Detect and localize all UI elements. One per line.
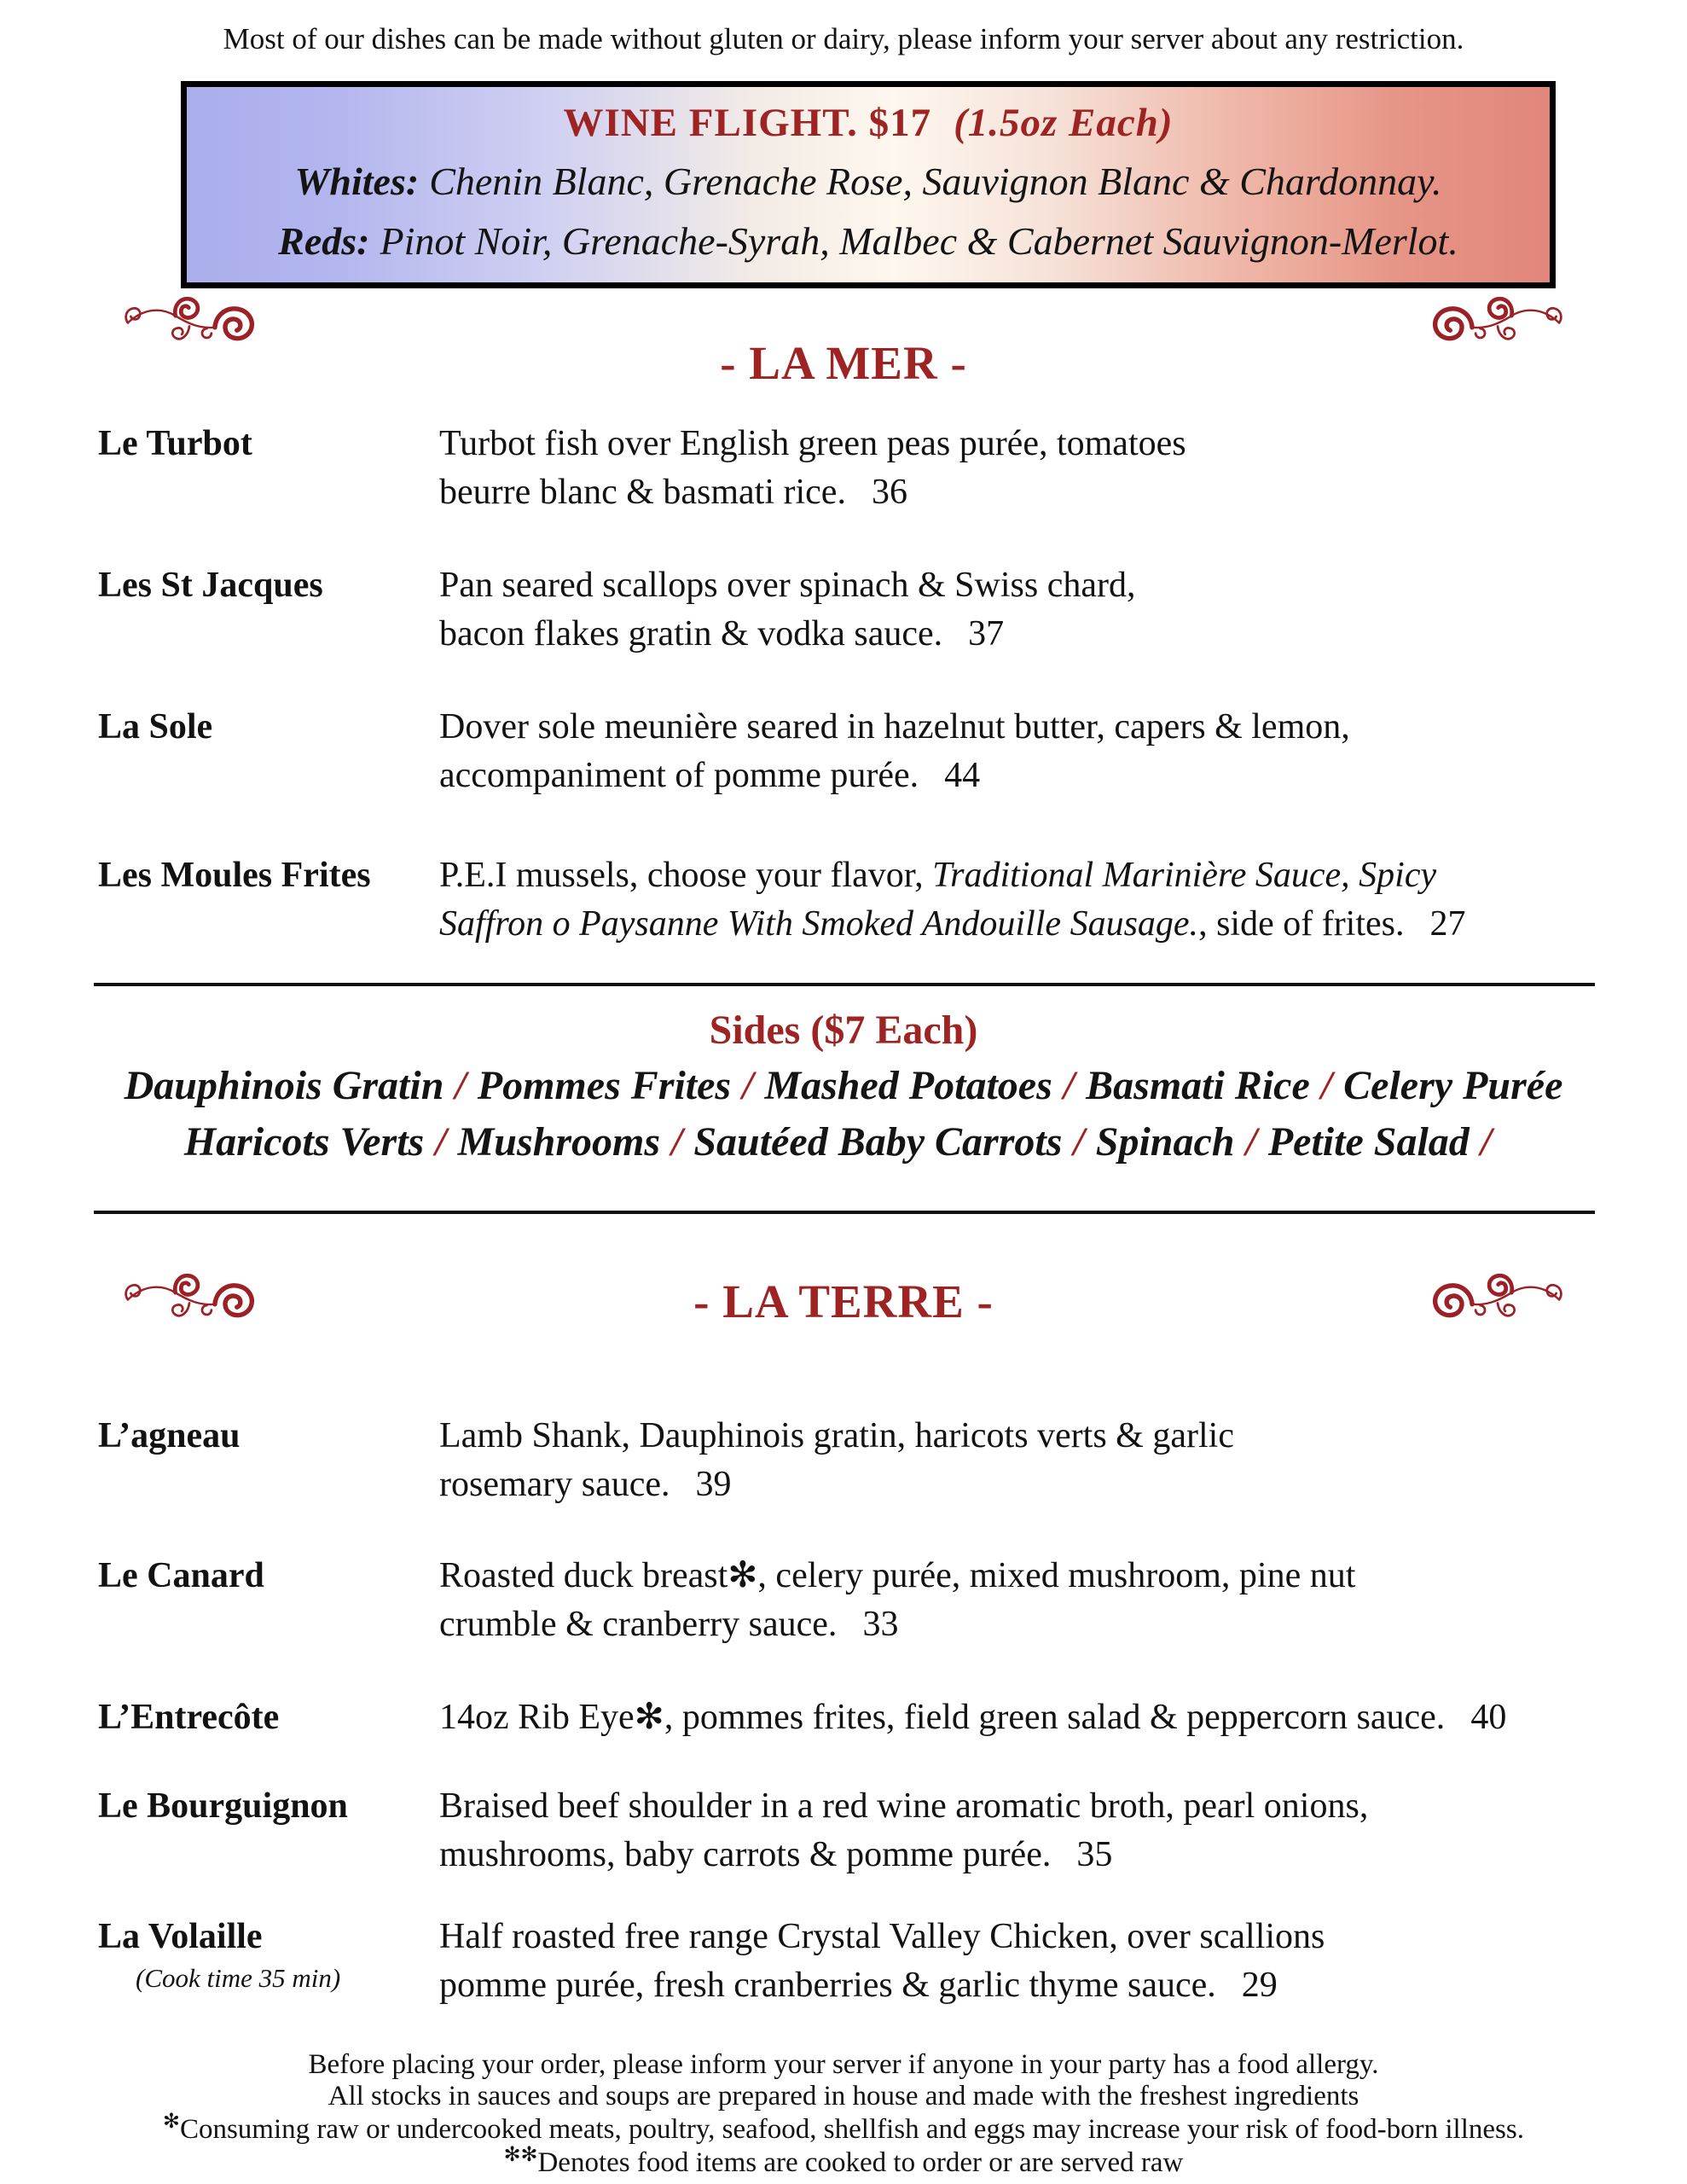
menu-item-le-bourguignon — [98, 1782, 1595, 1879]
side-item: Sautéed Baby Carrots — [693, 1119, 1063, 1165]
menu-item-description: bacon flakes gratin & vodka sauce. — [439, 614, 943, 653]
menu-item-lagneau — [98, 1412, 1595, 1509]
side-item: Spinach — [1095, 1119, 1235, 1165]
menu-item-description: P.E.I mussels, choose your flavor, — [439, 856, 933, 895]
sides-line-2 — [0, 1118, 1687, 1167]
asterisk-icon: ✻✻ — [503, 2144, 538, 2166]
section-divider — [94, 983, 1595, 986]
menu-item-description: rosemary sauce. — [439, 1465, 670, 1504]
wine-flight-whites — [187, 157, 1550, 206]
menu-item-la-volaille — [98, 1913, 1595, 2010]
menu-item-name: La Volaille — [98, 1917, 263, 1956]
menu-item-name: L’agneau — [98, 1416, 241, 1455]
side-item: Mashed Potatoes — [764, 1063, 1052, 1108]
side-separator: / — [1063, 1063, 1075, 1108]
whites-list: Chenin Blanc, Grenache Rose, Sauvignon Blanc & Chardonnay. — [429, 160, 1442, 203]
menu-item-description: Roasted duck breast✻, celery purée, mixed mushroom, pine nut — [439, 1556, 1356, 1595]
whites-label: Whites: — [294, 160, 420, 203]
wine-flight-reds — [187, 217, 1550, 266]
menu-item-name: Le Canard — [98, 1556, 264, 1595]
section-title-la-mer: - LA MER - — [720, 337, 967, 389]
allergy-note: Before placing your order, please inform your server if anyone in your party has a food allergy. — [308, 2049, 1379, 2080]
side-separator: / — [671, 1119, 683, 1165]
stocks-note: All stocks in sauces and soups are prepared in house and made with the freshest ingredients — [328, 2081, 1359, 2111]
section-divider — [94, 1211, 1595, 1214]
menu-item-price: 40 — [1470, 1698, 1507, 1737]
menu-item-price: 39 — [695, 1465, 732, 1504]
menu-item-description: Half roasted free range Crystal Valley Chicken, over scallions — [439, 1917, 1325, 1956]
menu-item-description: 14oz Rib Eye✻, pommes frites, field green salad & peppercorn sauce. — [439, 1698, 1446, 1737]
menu-item-price: 35 — [1076, 1835, 1113, 1874]
menu-item-description: Lamb Shank, Dauphinois gratin, haricots verts & garlic — [439, 1416, 1234, 1455]
side-item: Dauphinois Gratin — [124, 1063, 444, 1108]
wine-flight-title-text: WINE FLIGHT. $17 — [563, 101, 932, 145]
side-item: Basmati Rice — [1086, 1063, 1310, 1108]
wine-flight-title — [187, 99, 1550, 147]
menu-item-price: 27 — [1429, 904, 1466, 944]
side-item: Haricots Verts — [183, 1119, 425, 1165]
sides-section — [0, 1007, 1687, 1167]
menu-item-le-canard — [98, 1552, 1595, 1649]
sauce-option: Saffron o Paysanne With Smoked Andouille Sausage. — [439, 904, 1199, 944]
reds-list: Pinot Noir, Grenache-Syrah, Malbec & Cabernet Sauvignon-Merlot. — [380, 219, 1458, 263]
sides-title: Sides ($7 Each) — [709, 1008, 978, 1053]
side-item: Mushrooms — [457, 1119, 661, 1165]
menu-item-description: Braised beef shoulder in a red wine aromatic broth, pearl onions, — [439, 1786, 1369, 1826]
menu-item-description: pomme purée, fresh cranberries & garlic thyme sauce. — [439, 1966, 1216, 2005]
menu-item-la-sole — [98, 703, 1595, 800]
side-separator: / — [435, 1119, 447, 1165]
sides-line-1 — [0, 1061, 1687, 1111]
menu-item-lentrecote — [98, 1693, 1595, 1742]
menu-item-description: Pan seared scallops over spinach & Swiss chard, — [439, 566, 1136, 605]
menu-item-price: 44 — [944, 756, 981, 795]
side-separator: / — [455, 1063, 467, 1108]
side-separator: / — [1245, 1119, 1257, 1165]
reds-label: Reds: — [278, 219, 370, 263]
menu-item-name: Le Turbot — [98, 424, 252, 463]
cook-time-note: (Cook time 35 min) — [136, 1963, 341, 1993]
section-title-la-terre: - LA TERRE - — [693, 1275, 994, 1327]
wine-flight-banner — [181, 81, 1556, 288]
menu-item-price: 29 — [1241, 1966, 1278, 2005]
menu-item-le-turbot — [98, 420, 1595, 517]
menu-item-price: 33 — [862, 1605, 899, 1644]
side-separator: / — [1073, 1119, 1085, 1165]
menu-item-name: Les St Jacques — [98, 566, 323, 605]
menu-item-les-st-jacques — [98, 561, 1595, 659]
menu-item-name: La Sole — [98, 707, 213, 746]
menu-item-description: mushrooms, baby carrots & pomme purée. — [439, 1835, 1052, 1874]
raw-food-warning: ✻Consuming raw or undercooked meats, poultry, seafood, shellfish and eggs may increase your risk of food-born illness. — [163, 2111, 1524, 2145]
denotes-note: ✻✻Denotes food items are cooked to order or are served raw — [503, 2144, 1184, 2178]
menu-item-description: accompaniment of pomme purée. — [439, 756, 919, 795]
menu-item-description: beurre blanc & basmati rice. — [439, 473, 846, 512]
footer-notes — [0, 2049, 1687, 2179]
menu-item-description: , side of frites. — [1198, 904, 1405, 944]
wine-flight-pour-size: (1.5oz Each) — [954, 101, 1174, 145]
menu-item-price: 36 — [871, 473, 907, 512]
menu-item-price: 37 — [968, 614, 1005, 653]
menu-item-description: Dover sole meunière seared in hazelnut butter, capers & lemon, — [439, 707, 1350, 746]
side-separator: / — [1320, 1063, 1333, 1108]
side-item: Petite Salad — [1267, 1119, 1470, 1165]
side-item: Pommes Frites — [477, 1063, 732, 1108]
menu-item-name: L’Entrecôte — [98, 1698, 280, 1737]
menu-item-name: Le Bourguignon — [98, 1786, 348, 1826]
menu-item-description: crumble & cranberry sauce. — [439, 1605, 838, 1644]
menu-item-description: Turbot fish over English green peas purée, tomatoes — [439, 424, 1186, 463]
sauce-option: Traditional Marinière Sauce, Spicy — [932, 856, 1437, 895]
la-terre-items — [98, 1412, 1595, 2010]
la-mer-items — [98, 420, 1595, 949]
side-separator: / — [1480, 1119, 1493, 1165]
side-item: Celery Purée — [1343, 1063, 1563, 1108]
menu-item-name: Les Moules Frites — [98, 856, 371, 895]
menu-item-les-moules-frites — [98, 851, 1595, 949]
side-separator: / — [742, 1063, 754, 1108]
asterisk-icon: ✻ — [163, 2111, 180, 2133]
gluten-dairy-note: Most of our dishes can be made without gluten or dairy, please inform your server about any restriction. — [223, 22, 1464, 55]
